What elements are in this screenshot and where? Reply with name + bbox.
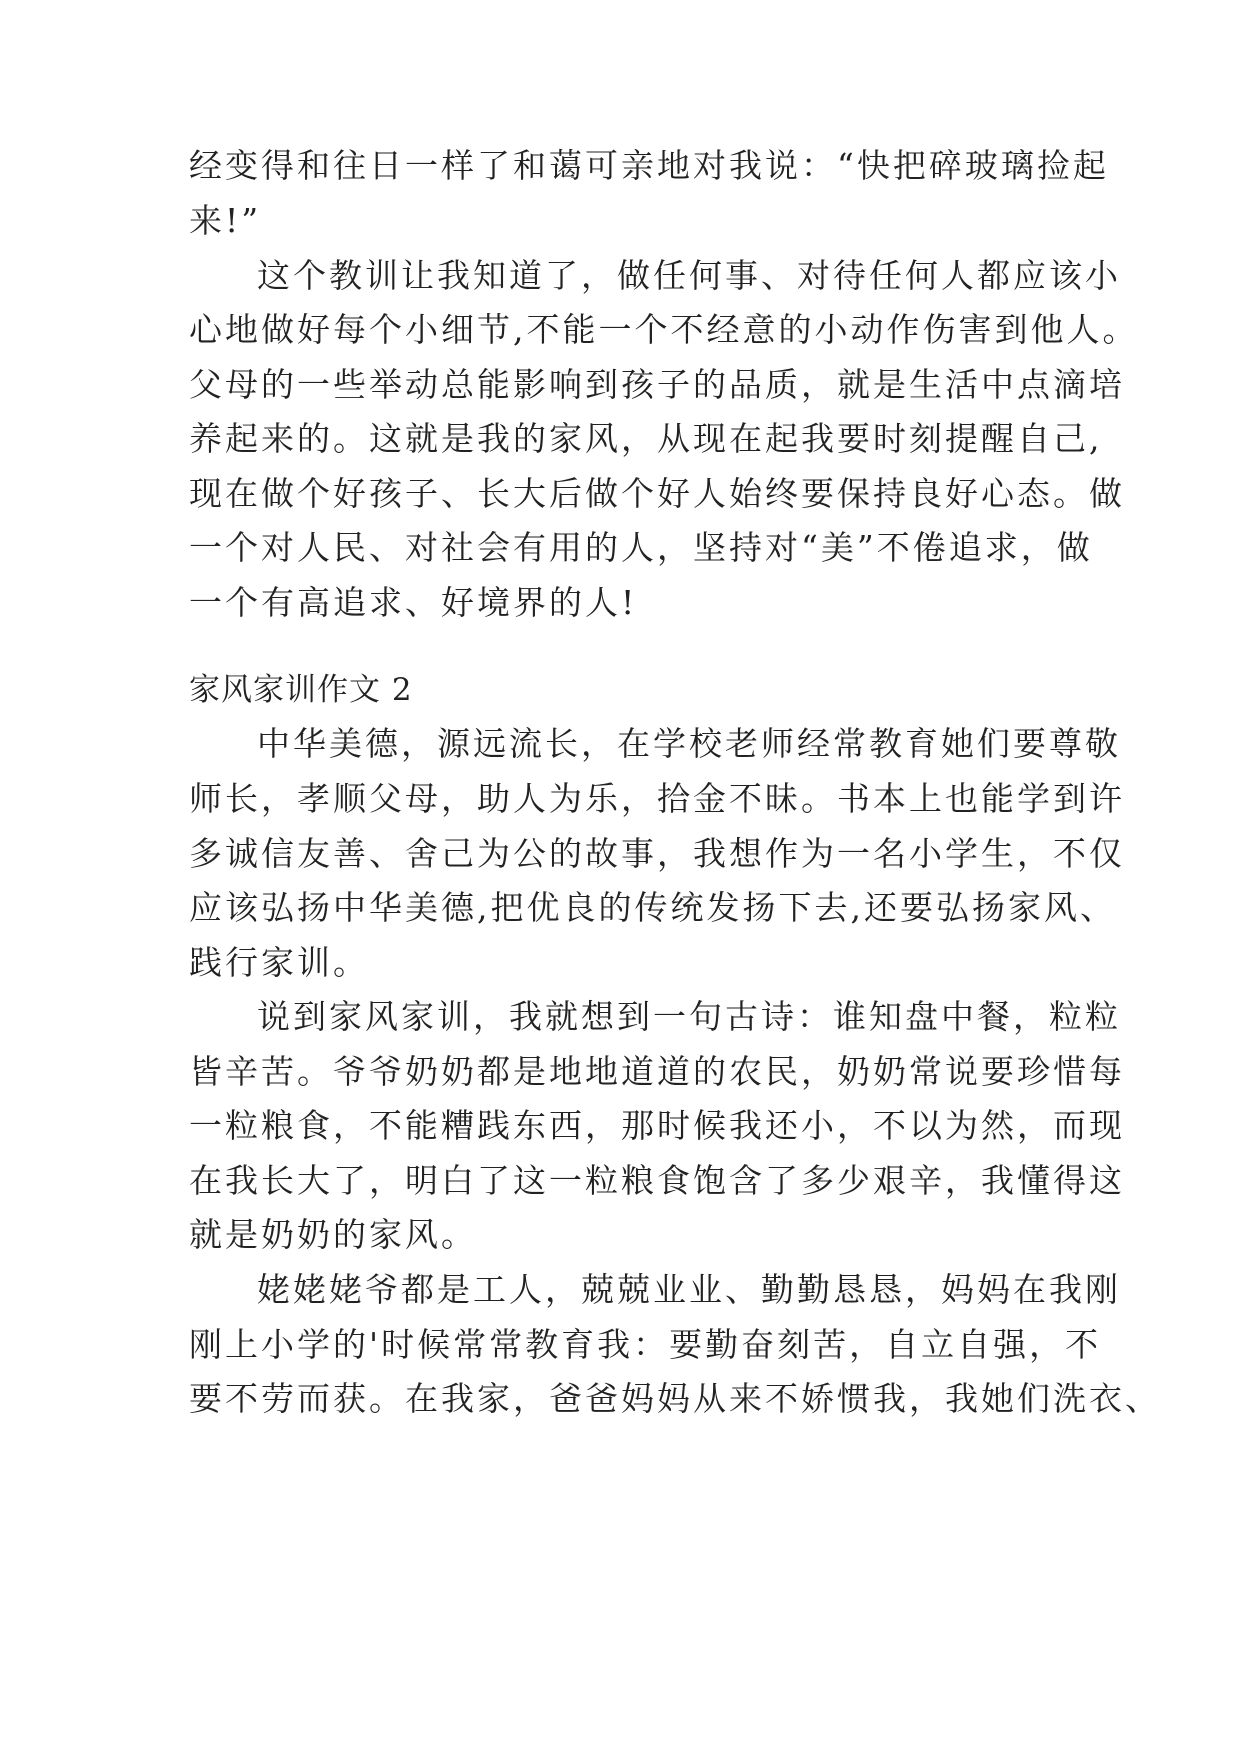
text-line: 一粒粮食，不能糟践东西，那时候我还小，不以为然，而现 [189, 1106, 1125, 1145]
text-line: 应该弘扬中华美德,把优良的传统发扬下去,还要弘扬家风、 [189, 888, 1116, 927]
text-line: 现在做个好孩子、长大后做个好人始终要保持良好心态。做 [189, 474, 1125, 513]
paragraph-first-line: 姥姥姥爷都是工人，兢兢业业、勤勤恳恳，妈妈在我刚 [257, 1270, 1121, 1309]
text-line: 师长，孝顺父母，助人为乐，拾金不昧。书本上也能学到许 [189, 779, 1125, 818]
text-line: 心地做好每个小细节,不能一个不经意的小动作伤害到他人。 [189, 310, 1139, 349]
text-line: 就是奶奶的家风。 [189, 1215, 477, 1254]
text-line: 来!” [189, 201, 262, 240]
text-line: 在我长大了，明白了这一粒粮食饱含了多少艰辛，我懂得这 [189, 1161, 1125, 1200]
text-line: 养起来的。这就是我的家风，从现在起我要时刻提醒自己, [189, 419, 1103, 458]
paragraph-first-line: 说到家风家训，我就想到一句古诗：谁知盘中餐，粒粒 [257, 997, 1121, 1036]
text-line: 践行家训。 [189, 943, 369, 982]
text-line: 刚上小学的'时候常常教育我：要勤奋刻苦，自立自强，不 [189, 1325, 1102, 1364]
paragraph-first-line: 中华美德，源远流长，在学校老师经常教育她们要尊敬 [257, 724, 1121, 763]
text-line: 要不劳而获。在我家，爸爸妈妈从来不娇惯我，我她们洗衣、 [189, 1379, 1161, 1418]
text-line: 多诚信友善、舍己为公的故事，我想作为一名小学生，不仅 [189, 834, 1125, 873]
text-line: 经变得和往日一样了和蔼可亲地对我说：“快把碎玻璃捡起 [189, 146, 1109, 185]
text-line: 父母的一些举动总能影响到孩子的品质，就是生活中点滴培 [189, 365, 1125, 404]
text-line: 一个有高追求、好境界的人! [189, 583, 638, 622]
paragraph-first-line: 这个教训让我知道了，做任何事、对待任何人都应该小 [257, 256, 1121, 295]
section-heading: 家风家训作文 2 [189, 672, 413, 708]
text-line: 皆辛苦。爷爷奶奶都是地地道道的农民，奶奶常说要珍惜每 [189, 1052, 1125, 1091]
text-line: 一个对人民、对社会有用的人，坚持对“美”不倦追求，做 [189, 528, 1093, 567]
